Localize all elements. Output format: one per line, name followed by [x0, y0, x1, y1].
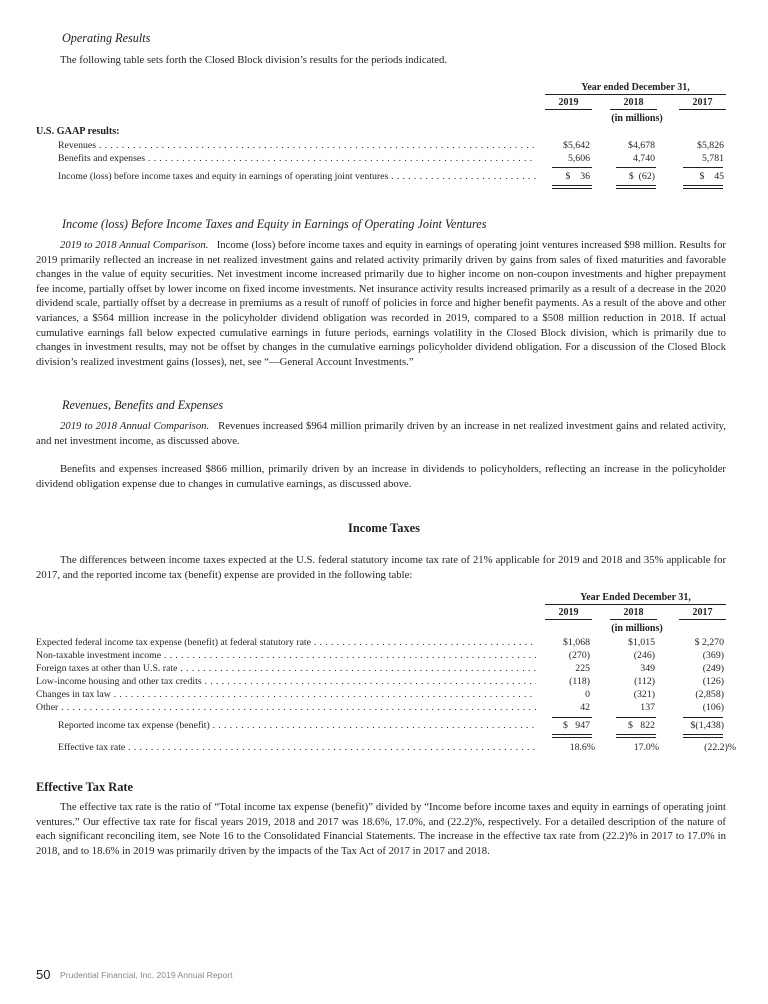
column-header-2018: 2018	[610, 97, 657, 110]
cell-2019: $ 947	[563, 720, 590, 731]
revenues-paragraph	[36, 419, 726, 448]
table-row	[36, 153, 726, 166]
table-row	[36, 689, 726, 702]
table-row	[36, 742, 736, 755]
cell-2019: 5,606	[567, 153, 590, 164]
units-label: (in millions)	[611, 113, 663, 124]
income-taxes-heading: Income Taxes	[348, 521, 420, 535]
row-label: Reported income tax expense (benefit) . . .	[58, 720, 536, 731]
row-label: Low-income housing and other tax credits . . .	[36, 676, 536, 687]
revenues-heading: Revenues, Benefits and Expenses	[62, 398, 224, 412]
effective-tax-rate-heading: Effective Tax Rate	[36, 780, 134, 794]
total-double-rule	[683, 185, 723, 189]
operating-results-intro: The following table sets forth the Closed Block division’s results for the periods indicated.	[60, 54, 448, 66]
cell-2018: (246)	[633, 650, 655, 661]
cell-2018: (112)	[634, 676, 655, 687]
table-row	[36, 702, 726, 715]
total-double-rule	[683, 734, 723, 738]
units-label: (in millions)	[611, 623, 663, 634]
table-group-header: Year Ended December 31,	[545, 592, 726, 605]
cell-2018: $ (62)	[628, 171, 655, 182]
total-double-rule	[552, 734, 592, 738]
cell-2019: $ 36	[565, 171, 590, 182]
income-loss-paragraph	[36, 238, 726, 369]
row-label: Non-taxable investment income . . .	[36, 650, 536, 661]
table-row	[36, 676, 726, 689]
closed-block-results-table	[36, 82, 726, 207]
cell-2019: (118)	[569, 676, 590, 687]
total-double-rule	[552, 185, 592, 189]
cell-2019: $5,642	[563, 140, 590, 151]
cell-2019: 42	[580, 702, 590, 713]
subtotal-rule	[616, 167, 656, 168]
comparison-lead: 2019 to 2018 Annual Comparison.	[60, 239, 209, 251]
row-label: Expected federal income tax expense (benefit) at federal statutory rate . . .	[36, 637, 536, 648]
column-header-2017: 2017	[679, 607, 726, 620]
column-header-2017: 2017	[679, 97, 726, 110]
cell-2017: 5,781	[701, 153, 724, 164]
page-number: 50	[36, 967, 51, 982]
subtotal-rule	[683, 167, 723, 168]
cell-2018: 17.0%	[633, 742, 659, 753]
column-header-2019: 2019	[545, 607, 592, 620]
table-row	[36, 637, 726, 650]
subtotal-rule	[616, 717, 656, 718]
cell-2019: 225	[575, 663, 590, 674]
cell-2018: (321)	[633, 689, 655, 700]
cell-2019: $1,068	[563, 637, 590, 648]
subtotal-rule	[552, 167, 592, 168]
cell-2017: $ 2,270	[694, 637, 724, 648]
cell-2017: $5,826	[697, 140, 724, 151]
row-label: Income (loss) before income taxes and equity in earnings of operating joint ventures . . .	[58, 171, 536, 182]
table-group-header: Year ended December 31,	[545, 82, 726, 95]
report-title: Prudential Financial, Inc. 2019 Annual Report	[60, 970, 233, 980]
cell-2017: (106)	[702, 702, 724, 713]
cell-2018: 349	[640, 663, 655, 674]
subtotal-rule	[552, 717, 592, 718]
revenues-body: Revenues increased $964 million primarily driven by an increase in net realized investment gains and related activity, and net investment income, as discussed above.	[36, 420, 726, 447]
cell-2018: $1,015	[628, 637, 655, 648]
row-label: Effective tax rate . . .	[58, 742, 536, 753]
cell-2019: 0	[585, 689, 590, 700]
subtotal-rule	[683, 717, 723, 718]
effective-tax-rate-body: The effective tax rate is the ratio of “Total income tax expense (benefit)” divided by “Income before income taxes and equity in earnings of operating joint ventures.” Our effective tax rate for fiscal years 2019, 2018 and 2017 was 18.6%, 17.0%, and (22.2)%, respectively. For a detailed description of the nature of each significant reconciling item, see Note 16 to the Consolidated Financial Statements. The increase in the effective tax rate from (22.2)% in 2017 to 17.0% in 2018, and to 18.6% in 2019 was primarily driven by the impacts of the Tax Act of 2017 in 2017 and 2018.	[36, 801, 726, 857]
row-label: Benefits and expenses . . .	[58, 153, 536, 164]
column-header-2018: 2018	[610, 607, 657, 620]
operating-results-heading: Operating Results	[62, 31, 151, 45]
income-loss-body: Income (loss) before income taxes and equity in earnings of operating joint ventures increased $98 million. Results for 2019 primarily reflected an increase in net realized investment gains and related activity primarily driven by gains from sales of fixed maturities and favorable changes in the value of equity securities. Net investment income increased primarily due to higher income on non-coupon investments and higher prepayment fee income, partially offset by lower income on fixed income investments. Net insurance activity results increased primarily as a result of a decrease in the 2020 dividend scale, partially offset by a decrease in premiums as a result of runoff of policies in force and higher benefit payments. As a result of the above and other variances, a $564 million increase in the policyholder dividend obligation was recorded in 2019, compared to a $508 million reduction in 2018. If actual cumulative earnings fall below expected cumulative earnings in future periods, earnings volatility in the Closed Block division, which is primarily due to changes in investment results, may not be offset by changes in the cumulative earnings policyholder dividend obligation. For a discussion of the Closed Block division’s realized investment gains (losses), net, see “—General Account Investments.”	[36, 239, 726, 368]
table-row	[36, 663, 726, 676]
cell-2018: 137	[640, 702, 655, 713]
row-label: Foreign taxes at other than U.S. rate . . .	[36, 663, 536, 674]
cell-2018: $4,678	[628, 140, 655, 151]
total-double-rule	[616, 185, 656, 189]
table-row-total	[36, 171, 726, 184]
comparison-lead: 2019 to 2018 Annual Comparison.	[60, 420, 210, 432]
cell-2019: (270)	[568, 650, 590, 661]
column-header-2019: 2019	[545, 97, 592, 110]
cell-2017: (369)	[702, 650, 724, 661]
cell-2017: (22.2)%	[704, 742, 736, 753]
row-label: Other . . .	[36, 702, 536, 713]
cell-2017: $(1,438)	[690, 720, 724, 731]
cell-2018: $ 822	[628, 720, 655, 731]
row-label: Changes in tax law . . .	[36, 689, 536, 700]
table-row	[36, 650, 726, 663]
section-label: U.S. GAAP results:	[36, 126, 120, 137]
total-double-rule	[616, 734, 656, 738]
cell-2019: 18.6%	[569, 742, 595, 753]
cell-2017: (2,858)	[695, 689, 724, 700]
cell-2017: (249)	[702, 663, 724, 674]
row-label: Revenues . . .	[58, 140, 536, 151]
income-taxes-intro: The differences between income taxes expected at the U.S. federal statutory income tax rate of 21% applicable for 2019 and 2018 and 35% applicable for 2017, and the reported income tax (benefit) expense are provided in the following table:	[36, 554, 726, 581]
table-row	[36, 140, 726, 153]
cell-2017: $ 45	[699, 171, 724, 182]
cell-2018: 4,740	[632, 153, 655, 164]
table-row-total	[36, 720, 726, 733]
cell-2017: (126)	[702, 676, 724, 687]
income-loss-heading: Income (loss) Before Income Taxes and Equity in Earnings of Operating Joint Ventures	[62, 217, 487, 231]
benefits-paragraph: Benefits and expenses increased $866 million, primarily driven by an increase in dividends to policyholders, reflecting an increase in the policyholder dividend obligation expense due to changes in cumulative earnings, as discussed above.	[36, 463, 726, 490]
income-tax-reconciliation-table	[36, 592, 736, 772]
